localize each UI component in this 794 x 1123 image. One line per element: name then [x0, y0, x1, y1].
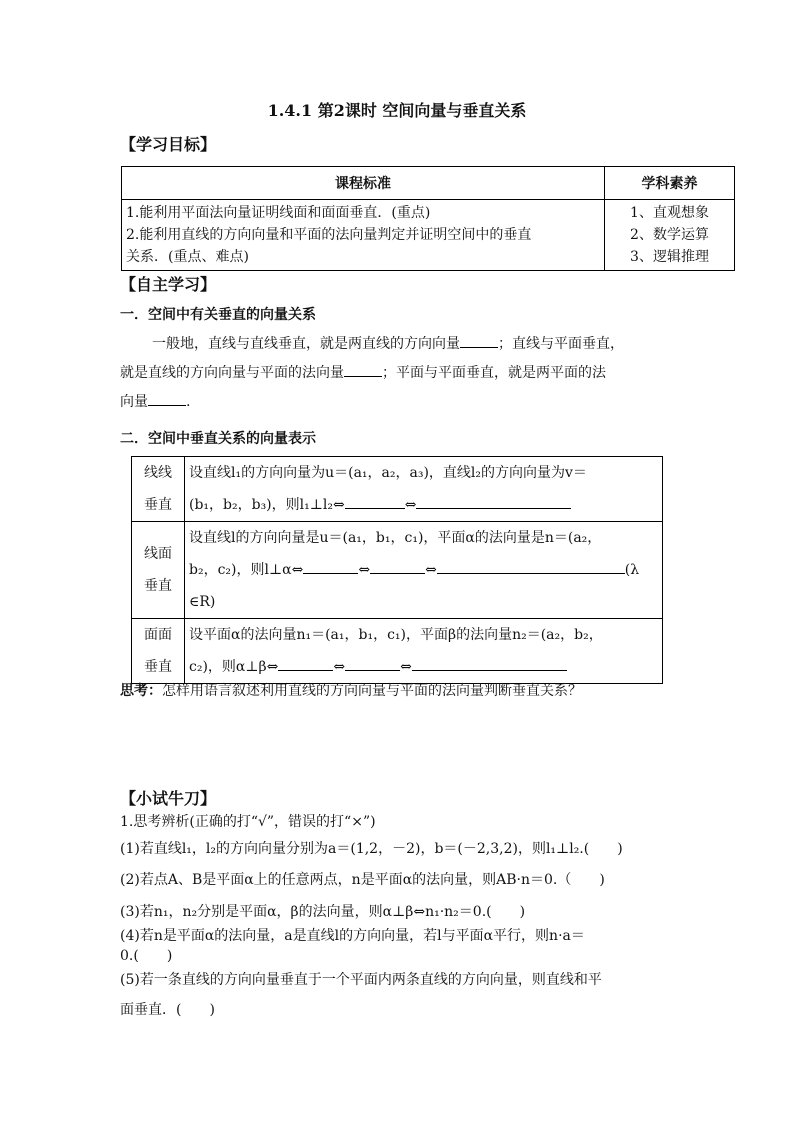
relation-row-plane-plane	[132, 619, 663, 684]
goals-table	[121, 166, 735, 271]
fill-blank[interactable]	[344, 362, 382, 377]
goals-col-standards-header: 课程标准	[122, 167, 605, 200]
relation-content: 设平面α的法向量n₁＝(a₁，b₁，c₁)，平面β的法向量n₂＝(a₂，b₂， c₂)，则α⊥β⇔ ⇔ ⇔	[185, 619, 663, 684]
literacy-item: 2、数学运算	[630, 227, 709, 243]
question-intro: 1.思考辨析(正确的打“√”，错误的打“×”)	[120, 814, 376, 830]
question-item: 面垂直．( )	[120, 1002, 215, 1018]
think-question	[120, 680, 582, 700]
question-item: 0.( )	[120, 948, 173, 964]
goals-literacy-cell	[605, 200, 735, 271]
goals-col-literacy-header: 学科素养	[605, 167, 735, 200]
part1-text: .	[186, 394, 191, 410]
relation-label-line: 垂直	[144, 578, 172, 594]
fill-blank[interactable]	[437, 559, 625, 574]
fill-blank[interactable]	[345, 656, 400, 671]
relation-text: 设直线l₁的方向向量为u＝(a₁，a₂，a₃)，直线l₂的方向向量为v＝	[189, 465, 587, 481]
relation-label	[132, 522, 185, 619]
section-self-study-header: 【自主学习】	[120, 275, 217, 294]
part2-title: 二．空间中垂直关系的向量表示	[120, 431, 316, 447]
fill-blank[interactable]	[460, 333, 498, 348]
fill-blank[interactable]	[412, 656, 567, 671]
part1-text: 向量	[120, 394, 148, 410]
fill-blank[interactable]	[278, 656, 333, 671]
part1-text: ；直线与平面垂直，	[498, 336, 624, 352]
relation-label-line: 面面	[144, 627, 172, 643]
part1-paragraph	[120, 330, 690, 417]
relation-text: b₂，c₂)，则l⊥α⇔	[189, 562, 304, 578]
relation-text: c₂)，则α⊥β⇔	[189, 659, 279, 675]
standard-line: 1.能利用平面法向量证明线面和面面垂直．(重点)	[126, 205, 431, 221]
section-try-header: 【小试牛刀】	[120, 789, 217, 808]
relation-text: 设直线l的方向向量是u＝(a₁，b₁，c₁)，平面α的法向量是n＝(a₂，	[189, 530, 602, 546]
page-title: 1.4.1 第2课时 空间向量与垂直关系	[267, 101, 527, 120]
section-goals-header: 【学习目标】	[120, 135, 217, 154]
question-item: (4)若n是平面α的法向量，a是直线l的方向向量，若l与平面α平行，则n·a＝	[120, 928, 585, 944]
fill-blank[interactable]	[345, 494, 405, 509]
relation-content: 设直线l的方向向量是u＝(a₁，b₁，c₁)，平面α的法向量是n＝(a₂， b₂，c₂)，则l⊥α⇔ ⇔ ⇔ (λ ∈R)	[185, 522, 663, 619]
relation-text: 设平面α的法向量n₁＝(a₁，b₁，c₁)，平面β的法向量n₂＝(a₂，b₂，	[189, 627, 603, 643]
question-item: (2)若点A、B是平面α上的任意两点，n是平面α的法向量，则AB·n＝0.（ )	[120, 872, 605, 888]
relation-text: (b₁，b₂，b₃)，则l₁⊥l₂⇔	[189, 497, 345, 513]
relation-text: ∈R)	[189, 594, 216, 610]
standard-line: 2.能利用直线的方向向量和平面的法向量判定并证明空间中的垂直	[126, 227, 532, 243]
think-label: 思考：	[120, 683, 162, 699]
part1-text: ；平面与平面垂直，就是两平面的法	[382, 365, 606, 381]
question-item: (1)若直线l₁，l₂的方向向量分别为a＝(1,2，－2)，b＝(－2,3,2)，则l₁⊥l₂.( )	[120, 841, 623, 857]
relation-label-line: 垂直	[144, 659, 172, 675]
perpendicular-relations-table	[131, 456, 663, 684]
relation-content: 设直线l₁的方向向量为u＝(a₁，a₂，a₃)，直线l₂的方向向量为v＝ (b₁，b₂，b₃)，则l₁⊥l₂⇔ ⇔	[185, 457, 663, 522]
part1-text: 一般地，直线与直线垂直，就是两直线的方向向量	[152, 336, 460, 352]
relation-label	[132, 619, 185, 684]
standard-line: 关系．(重点、难点)	[126, 249, 249, 265]
literacy-item: 3、逻辑推理	[630, 249, 709, 265]
part1-title: 一．空间中有关垂直的向量关系	[120, 307, 316, 323]
question-item: (5)若一条直线的方向向量垂直于一个平面内两条直线的方向向量，则直线和平	[120, 972, 602, 988]
fill-blank[interactable]	[148, 391, 186, 406]
relation-row-line-plane	[132, 522, 663, 619]
relation-label	[132, 457, 185, 522]
fill-blank[interactable]	[416, 494, 571, 509]
goals-standards-cell	[122, 200, 605, 271]
literacy-item: 1、直观想象	[630, 205, 709, 221]
relation-row-line-line	[132, 457, 663, 522]
relation-label-line: 线线	[144, 465, 172, 481]
part1-text: 就是直线的方向向量与平面的法向量	[120, 365, 344, 381]
question-item: (3)若n₁，n₂分别是平面α，β的法向量，则α⊥β⇔n₁·n₂＝0.( )	[120, 904, 526, 920]
fill-blank[interactable]	[370, 559, 425, 574]
think-text: 怎样用语言叙述利用直线的方向向量与平面的法向量判断垂直关系？	[162, 683, 582, 699]
relation-label-line: 垂直	[144, 497, 172, 513]
relation-label-line: 线面	[144, 546, 172, 562]
fill-blank[interactable]	[303, 559, 358, 574]
